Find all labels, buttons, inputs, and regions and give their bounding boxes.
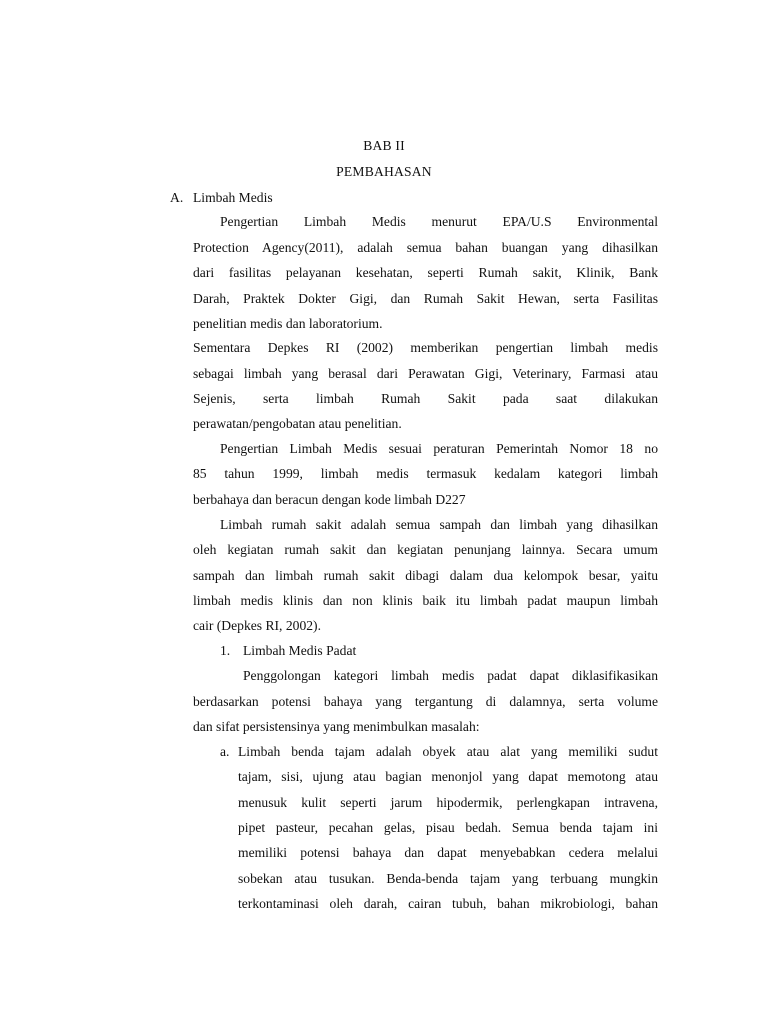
list-item-line: memiliki potensi bahaya dan dapat menyebabkan cedera melalui <box>238 845 658 860</box>
paragraph-line: dan sifat persistensinya yang menimbulkan masalah: <box>193 719 480 734</box>
list-item-line: sobekan atau tusukan. Benda-benda tajam yang terbuang mungkin <box>238 871 658 886</box>
paragraph-line: penelitian medis dan laboratorium. <box>193 316 383 331</box>
paragraph-line: Sejenis, serta limbah Rumah Sakit pada saat dilakukan <box>193 391 658 406</box>
section-a-title: Limbah Medis <box>193 190 273 205</box>
subsection-1-number: 1. <box>220 643 231 658</box>
paragraph-line: berdasarkan potensi bahaya yang tergantung di dalamnya, serta volume <box>193 694 658 709</box>
subsection-1-title: Limbah Medis Padat <box>243 643 357 658</box>
chapter-title: PEMBAHASAN <box>336 164 432 179</box>
paragraph-line: sebagai limbah yang berasal dari Perawatan Gigi, Veterinary, Farmasi atau <box>193 366 658 381</box>
paragraph-line: limbah medis klinis dan non klinis baik itu limbah padat maupun limbah <box>193 593 658 608</box>
paragraph-line: oleh kegiatan rumah sakit dan kegiatan penunjang lainnya. Secara umum <box>193 542 658 557</box>
paragraph-line: Limbah rumah sakit adalah semua sampah dan limbah yang dihasilkan <box>220 517 658 532</box>
list-item-line: tajam, sisi, ujung atau bagian menonjol yang dapat memotong atau <box>238 769 658 784</box>
list-item-line: pipet pasteur, pecahan gelas, pisau bedah. Semua benda tajam ini <box>238 820 658 835</box>
paragraph-line: dari fasilitas pelayanan kesehatan, seperti Rumah sakit, Klinik, Bank <box>193 265 658 280</box>
paragraph-line: Sementara Depkes RI (2002) memberikan pengertian limbah medis <box>193 340 658 355</box>
paragraph-line: Penggolongan kategori limbah medis padat dapat diklasifikasikan <box>243 668 658 683</box>
chapter-number: BAB II <box>363 138 405 153</box>
paragraph-line: sampah dan limbah rumah sakit dibagi dalam dua kelompok besar, yaitu <box>193 568 658 583</box>
list-item-line: terkontaminasi oleh darah, cairan tubuh, bahan mikrobiologi, bahan <box>238 896 658 911</box>
list-item-marker: a. <box>220 744 230 759</box>
list-item-line: menusuk kulit seperti jarum hipodermik, perlengkapan intravena, <box>238 795 658 810</box>
paragraph-line: Pengertian Limbah Medis menurut EPA/U.S Environmental <box>220 214 658 229</box>
paragraph-line: cair (Depkes RI, 2002). <box>193 618 321 633</box>
section-a-number: A. <box>170 190 184 205</box>
paragraph-line: berbahaya dan beracun dengan kode limbah D227 <box>193 492 466 507</box>
paragraph-line: Pengertian Limbah Medis sesuai peraturan Pemerintah Nomor 18 no <box>220 441 658 456</box>
paragraph-line: Darah, Praktek Dokter Gigi, dan Rumah Sakit Hewan, serta Fasilitas <box>193 291 658 306</box>
paragraph-line: Protection Agency(2011), adalah semua bahan buangan yang dihasilkan <box>193 240 658 255</box>
list-item-line: Limbah benda tajam adalah obyek atau alat yang memiliki sudut <box>238 744 658 759</box>
paragraph-line: 85 tahun 1999, limbah medis termasuk kedalam kategori limbah <box>193 466 658 481</box>
paragraph-line: perawatan/pengobatan atau penelitian. <box>193 416 402 431</box>
